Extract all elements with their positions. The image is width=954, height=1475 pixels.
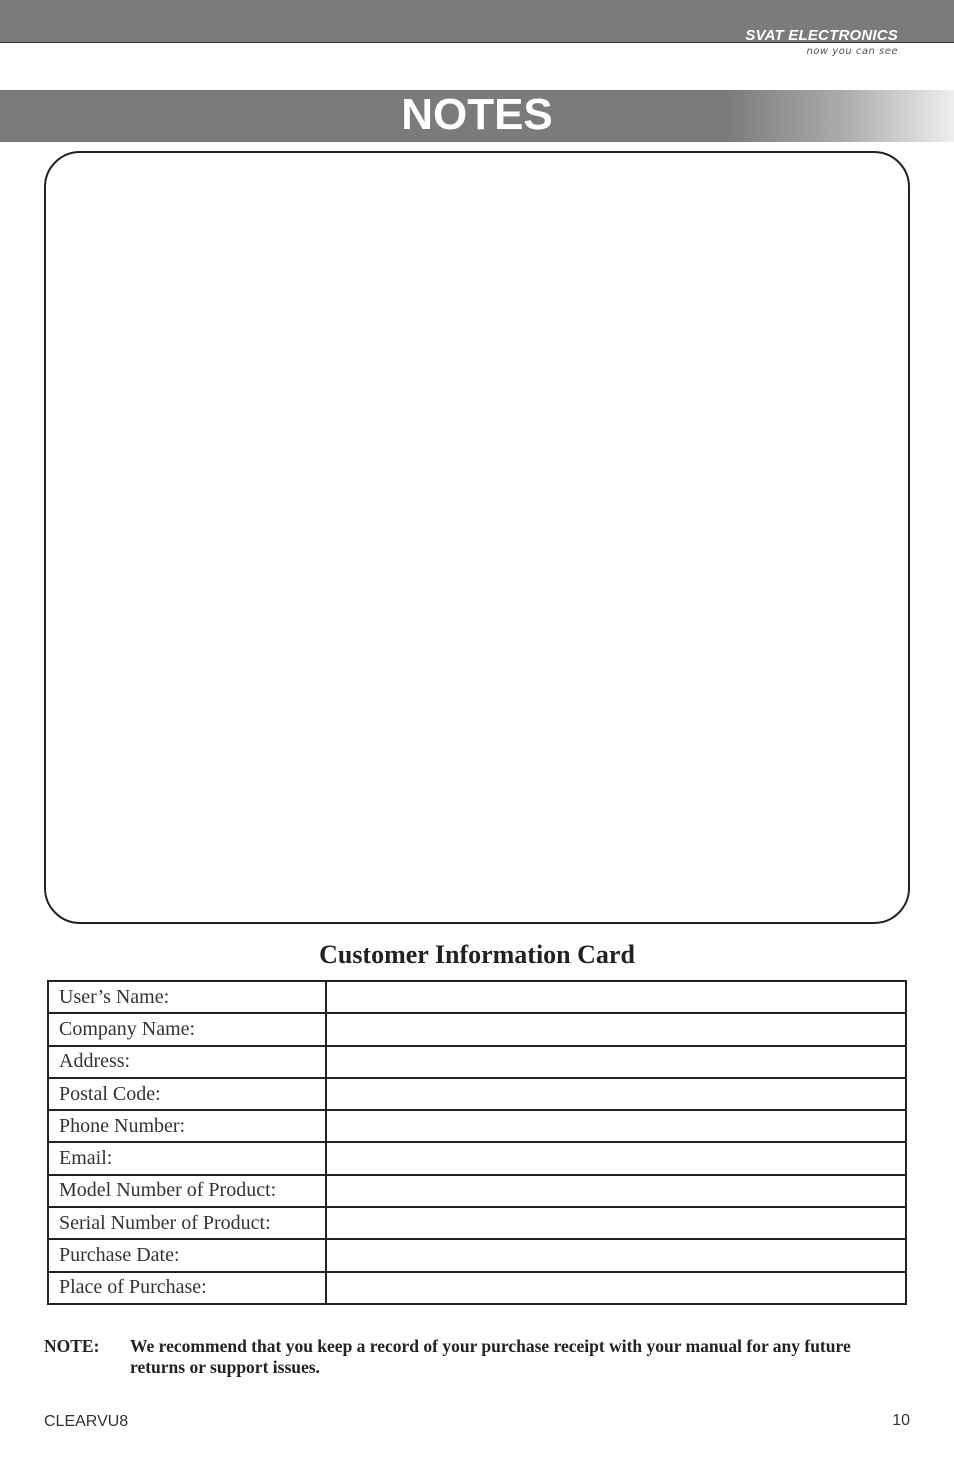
row-label: Address: <box>48 1046 326 1078</box>
row-label: Company Name: <box>48 1013 326 1045</box>
table-row <box>48 1046 906 1078</box>
row-value[interactable] <box>326 981 906 1013</box>
header-bar <box>0 0 954 43</box>
customer-info-table <box>47 980 907 1305</box>
table-row <box>48 1013 906 1045</box>
row-value[interactable] <box>326 1175 906 1207</box>
row-label: Postal Code: <box>48 1078 326 1110</box>
row-label: Serial Number of Product: <box>48 1207 326 1239</box>
card-title: Customer Information Card <box>319 940 635 969</box>
notes-banner <box>0 90 954 142</box>
row-value[interactable] <box>326 1046 906 1078</box>
footer-page-number: 10 <box>892 1412 910 1429</box>
row-label: Model Number of Product: <box>48 1175 326 1207</box>
row-value[interactable] <box>326 1142 906 1174</box>
table-row <box>48 1207 906 1239</box>
row-value[interactable] <box>326 1239 906 1271</box>
row-label: Phone Number: <box>48 1110 326 1142</box>
row-label: User’s Name: <box>48 981 326 1013</box>
row-label: Purchase Date: <box>48 1239 326 1271</box>
table-row <box>48 1078 906 1110</box>
table-row <box>48 1142 906 1174</box>
table-row <box>48 1175 906 1207</box>
table-row <box>48 1272 906 1304</box>
table-row <box>48 1110 906 1142</box>
notes-area[interactable] <box>44 151 910 924</box>
table-row <box>48 981 906 1013</box>
brand-name: SVAT ELECTRONICS <box>745 27 898 44</box>
note-text: We recommend that you keep a record of your purchase receipt with your manual for any future returns or support issues. <box>130 1336 851 1377</box>
note-label: NOTE: <box>44 1336 100 1356</box>
row-value[interactable] <box>326 1013 906 1045</box>
row-value[interactable] <box>326 1110 906 1142</box>
row-value[interactable] <box>326 1078 906 1110</box>
row-label: Email: <box>48 1142 326 1174</box>
footer-model: CLEARVU8 <box>44 1413 129 1430</box>
table-row <box>48 1239 906 1271</box>
notes-title: NOTES <box>401 90 553 139</box>
row-value[interactable] <box>326 1272 906 1304</box>
row-value[interactable] <box>326 1207 906 1239</box>
row-label: Place of Purchase: <box>48 1272 326 1304</box>
brand-tagline: now you can see <box>806 46 898 57</box>
